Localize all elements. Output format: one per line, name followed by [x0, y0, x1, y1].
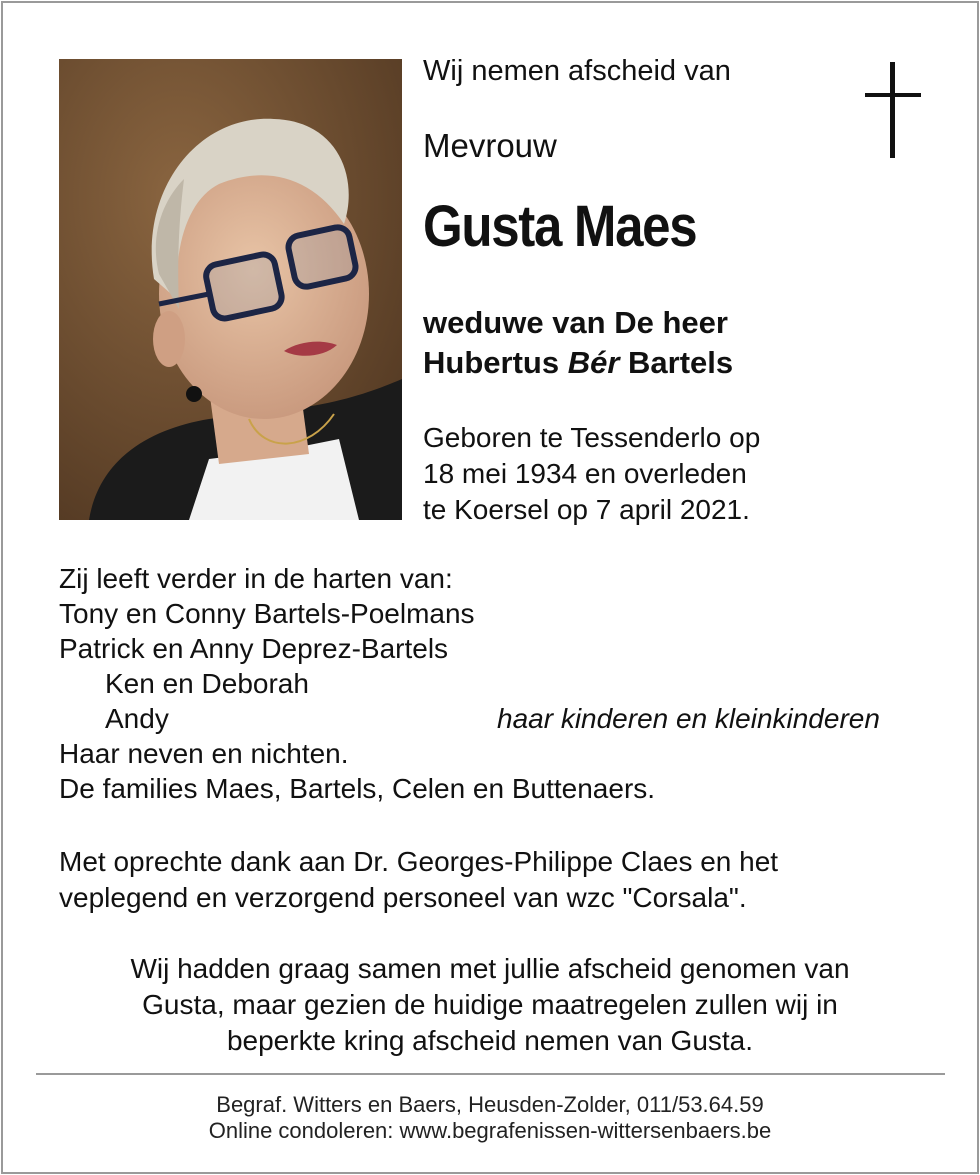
family-line-6: De families Maes, Bartels, Celen en Buttenaers.: [59, 773, 656, 804]
spouse-first-name: Hubertus: [423, 345, 560, 380]
spouse-info: [423, 303, 733, 383]
funeral-home-info: Begraf. Witters en Baers, Heusden-Zolder, 011/53.64.59: [216, 1092, 764, 1117]
family-line-5: Haar neven en nichten.: [59, 738, 349, 769]
honorific: Mevrouw: [423, 127, 557, 164]
closing-line-2: Gusta, maar gezien de huidige maatregelen zullen wij in: [142, 989, 838, 1020]
spouse-nickname: Bér: [567, 345, 620, 380]
family-heading: Zij leeft verder in de harten van:: [59, 563, 453, 594]
family-line-1: Tony en Conny Bartels-Poelmans: [59, 598, 475, 629]
family-line-2: Patrick en Anny Deprez-Bartels: [59, 633, 449, 664]
portrait-photo: [59, 59, 402, 520]
condolence-link[interactable]: Online condoleren: www.begrafenissen-wittersenbaers.be: [208, 1118, 772, 1143]
birth-death-info: [423, 420, 760, 528]
closing-line-1: Wij hadden graag samen met jullie afscheid genomen van: [130, 953, 850, 984]
spouse-last-name: Bartels: [628, 345, 734, 380]
family-line-3: Ken en Deborah: [105, 668, 309, 699]
born-line-1: Geboren te Tessenderlo op: [423, 422, 761, 453]
divider: [36, 1073, 945, 1075]
family-role: haar kinderen en kleinkinderen: [497, 703, 880, 734]
spouse-line-1: weduwe van De heer: [423, 305, 728, 340]
intro-text: Wij nemen afscheid van: [423, 55, 731, 87]
family-line-4: Andy: [105, 703, 169, 734]
thanks-line-1: Met oprechte dank aan Dr. Georges-Philippe Claes en het: [59, 846, 779, 877]
thanks-text: [59, 844, 778, 916]
footer: [0, 1092, 980, 1144]
born-line-2: 18 mei 1934 en overleden: [423, 458, 747, 489]
deceased-name: Gusta Maes: [423, 194, 697, 259]
closing-text: [40, 951, 940, 1059]
spouse-line-2: [423, 343, 733, 383]
thanks-line-2: veplegend en verzorgend personeel van wzc "Corsala".: [59, 882, 747, 913]
cross-icon: [865, 62, 921, 158]
born-line-3: te Koersel op 7 april 2021.: [423, 494, 750, 525]
closing-line-3: beperkte kring afscheid nemen van Gusta.: [226, 1025, 754, 1056]
